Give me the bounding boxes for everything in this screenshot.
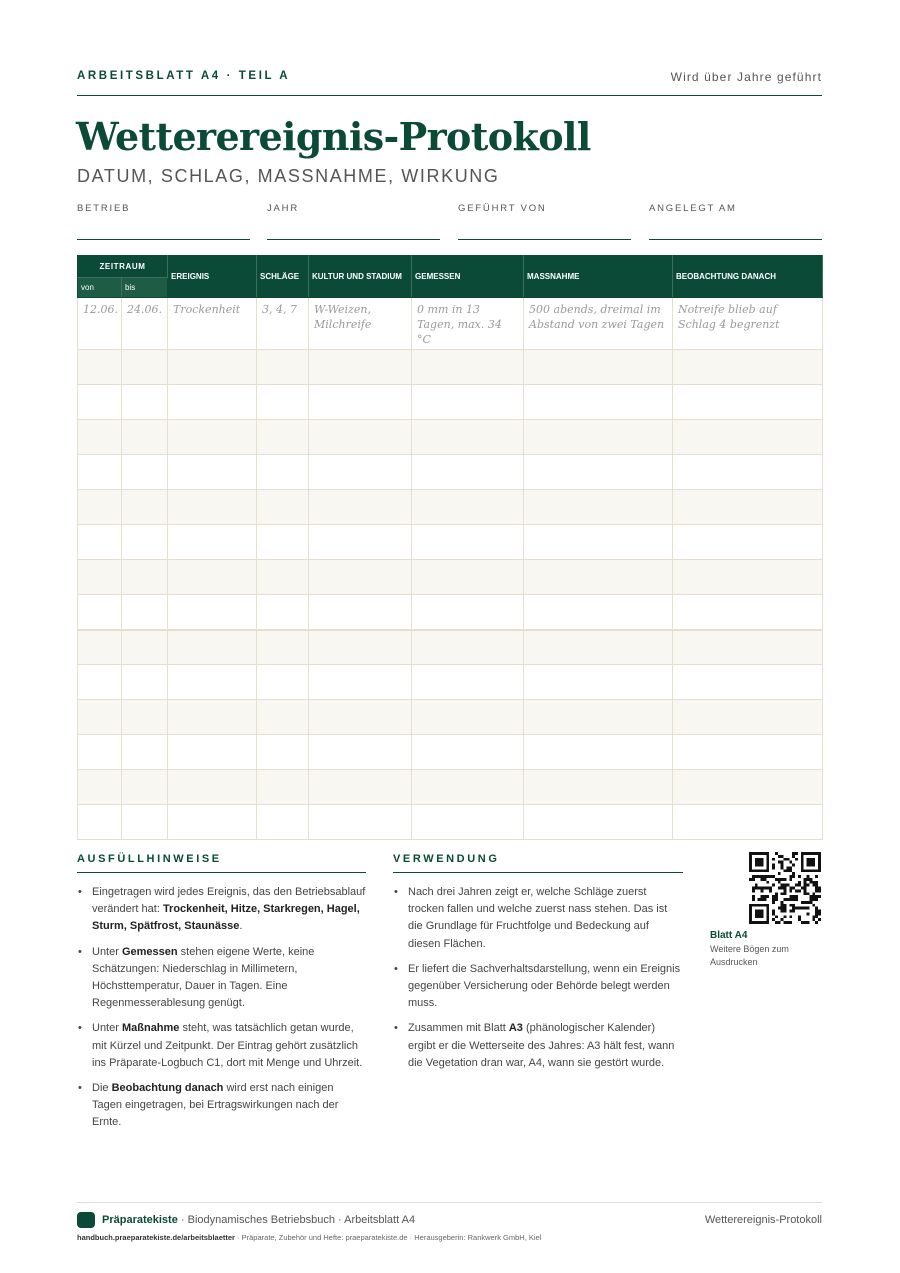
table-cell[interactable]: [412, 385, 524, 420]
table-cell[interactable]: [673, 805, 823, 840]
footer-small: [77, 1233, 541, 1242]
table-cell[interactable]: [122, 700, 168, 735]
protocol-table: [77, 255, 822, 840]
cell-crop: W-Weizen, Milchreife: [309, 298, 412, 350]
table-row: [78, 490, 823, 525]
table-cell[interactable]: [309, 560, 412, 595]
table-row: [78, 560, 823, 595]
table-cell[interactable]: [673, 665, 823, 700]
usage-heading: VERWENDUNG: [393, 853, 683, 873]
table-cell[interactable]: [412, 665, 524, 700]
list-item-post: .: [239, 920, 243, 933]
table-cell[interactable]: [524, 735, 673, 770]
list-item-post: stehen eigene Werte, keine Schätzungen: Niederschlag in Millimetern, Höchsttemperatur, Dauer in Tagen. Eine Regenmesserablesung genügt.: [92, 945, 315, 1010]
table-cell[interactable]: [524, 560, 673, 595]
table-cell[interactable]: [122, 735, 168, 770]
table-cell[interactable]: [78, 525, 122, 560]
list-item-pre: Eingetragen wird jedes Ereignis, das den Betriebsablauf verändert hat:: [92, 886, 366, 916]
table-cell[interactable]: [168, 805, 257, 840]
list-item-pre: Nach drei Jahren zeigt er, welche Schläge zuerst trocken fallen und welche zuerst nass stehen. Das ist die Grundlage für Fruchtfolge und Bedeckung auf diesen Flächen.: [408, 886, 668, 950]
table-cell[interactable]: [673, 700, 823, 735]
table-cell[interactable]: [524, 805, 673, 840]
table-cell[interactable]: [257, 770, 309, 805]
table-cell[interactable]: [412, 350, 524, 385]
table-cell[interactable]: [524, 490, 673, 525]
table-cell[interactable]: [524, 595, 673, 630]
table-cell[interactable]: [309, 700, 412, 735]
table-cell[interactable]: [524, 420, 673, 455]
list-item-post: wird erst nach einigen Tagen eingetragen, bei Ertragswirkungen nach der Ernte.: [92, 1082, 339, 1129]
table-cell[interactable]: [673, 420, 823, 455]
table-cell[interactable]: [412, 420, 524, 455]
header-zeitraum: ZEITRAUM: [78, 256, 168, 278]
cell-measure: 500 abends, dreimal im Abstand von zwei Tagen: [524, 298, 673, 350]
table-row: [78, 595, 823, 630]
list-item-bold: Gemessen: [121, 945, 178, 958]
table-cell[interactable]: [524, 630, 673, 665]
list-item-post: (phänologischer Kalender) ergibt er die Wetterseite des Jahres: A3 hält fest, wann die Vegetation dran war, A4, wann sie gestört wurde.: [408, 1022, 675, 1069]
table-cell[interactable]: [168, 770, 257, 805]
list-item: [77, 1020, 366, 1072]
table-cell[interactable]: [257, 560, 309, 595]
table-cell[interactable]: [257, 700, 309, 735]
table-cell[interactable]: [257, 630, 309, 665]
list-item-pre: Er liefert die Sachverhaltsdarstellung, wenn ein Ereignis gegenüber Versicherung oder Behörde belegt werden muss.: [408, 962, 681, 1010]
meta-field-jahr[interactable]: [267, 198, 440, 240]
cell-event: Trockenheit: [168, 298, 257, 350]
kept-note: Wird über Jahre geführt: [670, 70, 822, 84]
table-cell[interactable]: [78, 350, 122, 385]
table-cell[interactable]: [78, 490, 122, 525]
table-cell[interactable]: [309, 630, 412, 665]
footer-small-text: · Präparate, Zubehör und Hefte: praeparatekiste.de · Herausgeberin: Rankwerk GmbH, Kiel: [234, 1233, 542, 1242]
table-cell[interactable]: [78, 665, 122, 700]
table-cell[interactable]: [524, 385, 673, 420]
table-cell[interactable]: [673, 630, 823, 665]
table-cell[interactable]: [122, 805, 168, 840]
table-cell[interactable]: [168, 665, 257, 700]
footer-line-text: · Biodynamisches Betriebsbuch · Arbeitsblatt A4: [177, 1214, 416, 1226]
cell-to: 24.06.: [122, 298, 168, 350]
brand-logo-icon: [77, 1212, 95, 1228]
header-kultur: KULTUR UND STADIUM: [309, 256, 412, 298]
table-cell[interactable]: [168, 455, 257, 490]
header-massnahme: MASSNAHME: [524, 256, 673, 298]
table-cell[interactable]: [168, 385, 257, 420]
list-item: [393, 1020, 683, 1072]
table-cell[interactable]: [122, 385, 168, 420]
table-cell[interactable]: [122, 665, 168, 700]
header-ereignis: EREIGNIS: [168, 256, 257, 298]
table-cell[interactable]: [257, 385, 309, 420]
meta-field-angelegt-am[interactable]: [649, 198, 822, 240]
table-cell[interactable]: [673, 560, 823, 595]
footer-url[interactable]: handbuch.praeparatekiste.de/arbeitsblaetter: [77, 1233, 235, 1242]
header-bis: bis: [122, 278, 168, 298]
table-cell[interactable]: [122, 630, 168, 665]
table-cell[interactable]: [78, 805, 122, 840]
table-cell[interactable]: [673, 385, 823, 420]
table-cell[interactable]: [412, 630, 524, 665]
table-cell[interactable]: [673, 595, 823, 630]
meta-field-betrieb[interactable]: [77, 198, 250, 240]
table-cell[interactable]: [412, 700, 524, 735]
table-cell[interactable]: [309, 455, 412, 490]
header-gemessen: GEMESSEN: [412, 256, 524, 298]
table-cell[interactable]: [412, 490, 524, 525]
table-cell[interactable]: [412, 735, 524, 770]
table-cell[interactable]: [257, 490, 309, 525]
cell-observation: Notreife blieb auf Schlag 4 begrenzt: [673, 298, 823, 350]
list-item-pre: Unter: [92, 945, 122, 958]
table-cell[interactable]: [257, 805, 309, 840]
list-item-bold: Beobachtung danach: [111, 1082, 224, 1095]
table-row: [78, 350, 823, 385]
table-cell[interactable]: [412, 525, 524, 560]
table-cell[interactable]: [524, 350, 673, 385]
table-row: [78, 665, 823, 700]
header-beobachtung: BEOBACHTUNG DANACH: [673, 256, 823, 298]
table-cell[interactable]: [524, 665, 673, 700]
table-cell[interactable]: [78, 595, 122, 630]
list-item: [393, 884, 683, 953]
table-cell[interactable]: [78, 770, 122, 805]
meta-label: BETRIEB: [77, 203, 131, 214]
table-row: [78, 420, 823, 455]
cell-measured: 0 mm in 13 Tagen, max. 34 °C: [412, 298, 524, 350]
list-item-pre: Die: [92, 1082, 112, 1095]
footer-line: [102, 1214, 415, 1226]
table-cell[interactable]: [78, 560, 122, 595]
table-cell[interactable]: [524, 700, 673, 735]
table-cell[interactable]: [257, 350, 309, 385]
sheet-label: ARBEITSBLATT A4 · TEIL A: [77, 70, 291, 82]
table-cell[interactable]: [78, 700, 122, 735]
table-cell[interactable]: [257, 455, 309, 490]
table-cell[interactable]: [122, 595, 168, 630]
table-cell[interactable]: [168, 525, 257, 560]
table-cell[interactable]: [78, 630, 122, 665]
footer-brand: Präparatekiste: [102, 1214, 178, 1226]
cell-from: 12.06.: [78, 298, 122, 350]
table-cell[interactable]: [122, 490, 168, 525]
table-cell[interactable]: [524, 455, 673, 490]
table-cell[interactable]: [673, 490, 823, 525]
page-title: Wetterereignis-Protokoll: [76, 114, 591, 159]
table-cell[interactable]: [257, 525, 309, 560]
table-row: [78, 770, 823, 805]
top-bar: [77, 69, 822, 96]
table-cell[interactable]: [309, 385, 412, 420]
example-row: [78, 298, 823, 350]
qr-text: Weitere Bögen zum Ausdrucken: [710, 944, 789, 967]
table-cell[interactable]: [524, 770, 673, 805]
list-item-bold: Maßnahme: [121, 1022, 180, 1035]
table-cell[interactable]: [122, 525, 168, 560]
table-row: [78, 455, 823, 490]
table-cell[interactable]: [673, 735, 823, 770]
table-cell[interactable]: [122, 770, 168, 805]
table-cell[interactable]: [309, 420, 412, 455]
table-cell[interactable]: [412, 805, 524, 840]
usage-list: [393, 884, 683, 1080]
instructions-heading: AUSFÜLLHINWEISE: [77, 853, 366, 873]
meta-label: ANGELEGT AM: [649, 203, 737, 214]
list-item: [77, 1080, 366, 1132]
table-cell[interactable]: [257, 735, 309, 770]
table-cell[interactable]: [412, 455, 524, 490]
table-cell[interactable]: [257, 420, 309, 455]
table-cell[interactable]: [78, 420, 122, 455]
table-cell[interactable]: [673, 525, 823, 560]
list-item-post: steht, was tatsächlich getan wurde, mit Kürzel und Zeitpunkt. Der Eintrag gehört zusätzlich ins Präparate-Logbuch C1, dort mit Menge und Uhrzeit.: [92, 1022, 363, 1069]
table-cell[interactable]: [168, 490, 257, 525]
meta-label: JAHR: [267, 203, 300, 214]
table-cell[interactable]: [309, 770, 412, 805]
list-item: [393, 961, 683, 1013]
list-item: [77, 944, 366, 1013]
table-cell[interactable]: [168, 630, 257, 665]
table-cell[interactable]: [412, 770, 524, 805]
header-von: von: [78, 278, 122, 298]
table-cell[interactable]: [122, 455, 168, 490]
meta-label: GEFÜHRT VON: [458, 203, 547, 214]
table-row: [78, 805, 823, 840]
table-cell[interactable]: [673, 770, 823, 805]
table-cell[interactable]: [257, 595, 309, 630]
table-cell[interactable]: [257, 665, 309, 700]
table-cell[interactable]: [122, 560, 168, 595]
list-item: [77, 884, 366, 936]
meta-field-gefuehrt-von[interactable]: [458, 198, 631, 240]
table-cell[interactable]: [309, 525, 412, 560]
footer-right: Wetterereignis-Protokoll: [704, 1214, 822, 1226]
table-row: [78, 385, 823, 420]
table-cell[interactable]: [168, 560, 257, 595]
list-item-pre: Unter: [92, 1022, 122, 1035]
instructions-list: [77, 884, 366, 1140]
table-cell[interactable]: [309, 735, 412, 770]
cell-fields: 3, 4, 7: [257, 298, 309, 350]
list-item-pre: Zusammen mit Blatt: [408, 1022, 509, 1035]
table-cell[interactable]: [78, 385, 122, 420]
list-item-bold: A3: [508, 1022, 523, 1035]
table-cell[interactable]: [168, 700, 257, 735]
table-row: [78, 700, 823, 735]
table-cell[interactable]: [412, 560, 524, 595]
header-schlaege: SCHLÄGE: [257, 256, 309, 298]
table-cell[interactable]: [309, 665, 412, 700]
table-cell[interactable]: [122, 350, 168, 385]
table-cell[interactable]: [524, 525, 673, 560]
table-cell[interactable]: [309, 595, 412, 630]
table-cell[interactable]: [309, 350, 412, 385]
table-cell[interactable]: [673, 455, 823, 490]
table-cell[interactable]: [673, 350, 823, 385]
table-cell[interactable]: [168, 735, 257, 770]
list-item-bold: Trockenheit, Hitze, Starkregen, Hagel, Sturm, Spätfrost, Staunässe: [92, 903, 360, 933]
table-cell[interactable]: [309, 490, 412, 525]
table-cell[interactable]: [168, 420, 257, 455]
table-row: [78, 735, 823, 770]
table-cell[interactable]: [78, 735, 122, 770]
table-cell[interactable]: [122, 420, 168, 455]
qr-code-icon[interactable]: [749, 852, 821, 924]
table-row: [78, 630, 823, 665]
footer: [77, 1202, 822, 1242]
table-cell[interactable]: [168, 350, 257, 385]
page-subtitle: DATUM, SCHLAG, MASSNAHME, WIRKUNG: [77, 166, 500, 186]
table-cell[interactable]: [309, 805, 412, 840]
table-cell[interactable]: [78, 455, 122, 490]
table-cell[interactable]: [168, 595, 257, 630]
table-cell[interactable]: [412, 595, 524, 630]
qr-title: Blatt A4: [710, 930, 748, 941]
table-row: [78, 525, 823, 560]
